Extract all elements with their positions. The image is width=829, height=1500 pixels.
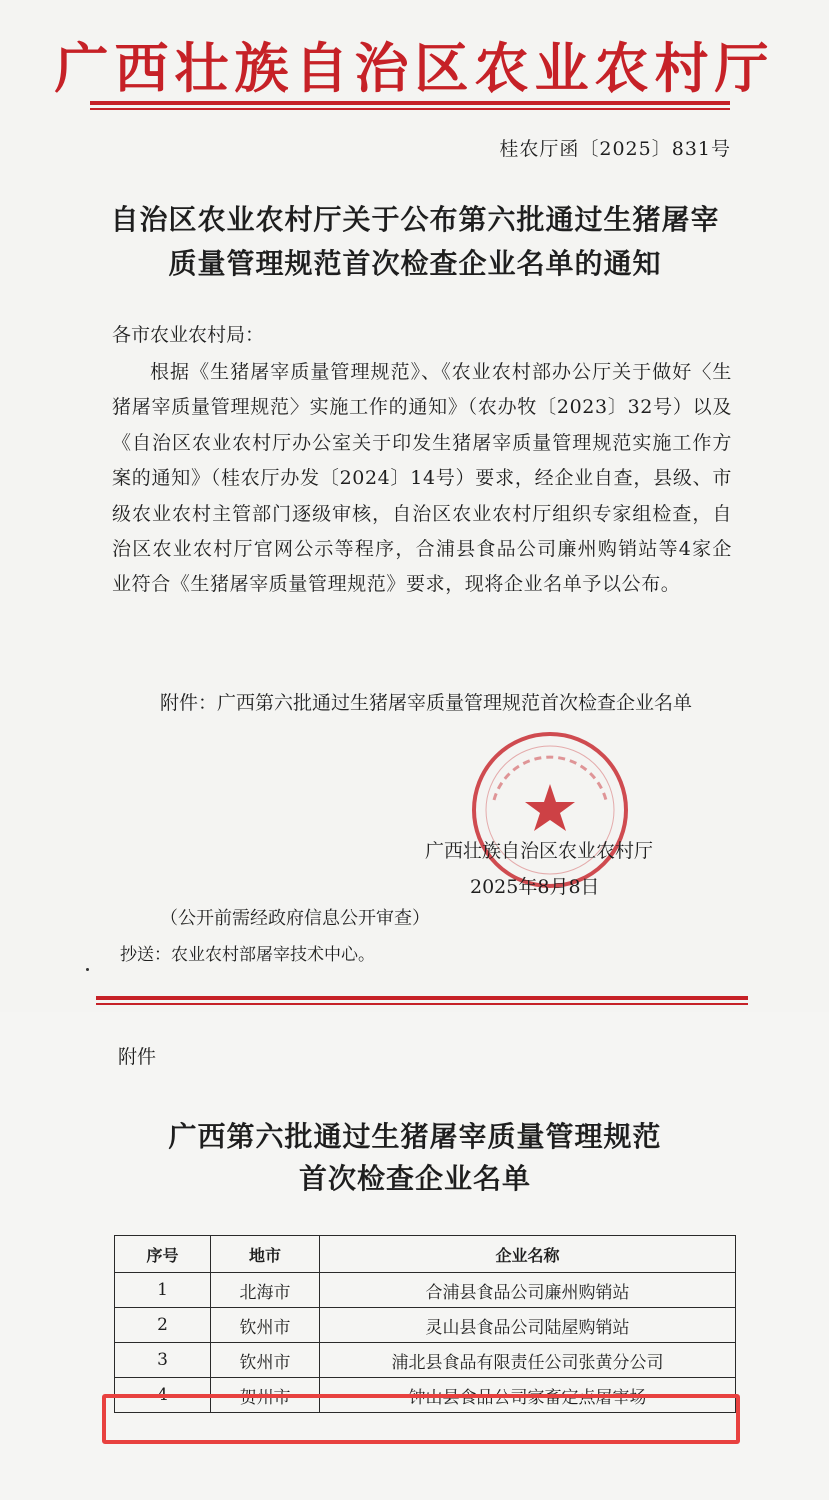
attachment-reference (160, 685, 740, 721)
issue-date: 2025年8月8日 (470, 876, 600, 898)
list-title-line-1: 广西第六批通过生猪屠宰质量管理规范 (168, 1120, 662, 1153)
table-row (115, 1273, 736, 1308)
document-title-line-2: 质量管理规范首次检查企业名单的通知 (168, 247, 662, 280)
document-title (60, 198, 770, 286)
document-number: 桂农厅函〔2025〕831号 (499, 138, 731, 160)
salutation: 各市农业农村局： (112, 324, 265, 346)
disclosure-note: （公开前需经政府信息公开审查） (160, 908, 430, 929)
header-serial: 序号 (115, 1236, 211, 1273)
body-paragraph: 根据《生猪屠宰质量管理规范》、《农业农村部办公厅关于做好〈生猪屠宰质量管理规范〉实施工作的通知》（农办牧〔2023〕32号）以及《自治区农业农村厅办公室关于印发生猪屠宰质量管理规范实施工作方案的通知》（桂农厅办发〔2024〕14号）要求，经企业自查，县级、市级农业农村主管部门逐级审核，自治区农业农村厅组织专家组检查，自治区农业农村厅官网公示等程序，合浦县食品公司廉州购销站等4家企业符合《生猪屠宰质量管理规范》要求，现将企业名单予以公布。 (112, 361, 732, 596)
footer-rule-thin (96, 1003, 748, 1005)
cell-city: 钦州市 (211, 1343, 320, 1378)
cell-serial: 1 (115, 1273, 211, 1308)
cc-line: 抄送：农业农村部屠宰技术中心。 (120, 945, 375, 965)
scan-speck (86, 968, 89, 971)
official-seal-icon (470, 730, 630, 890)
cell-company: 灵山县食品公司陆屋购销站 (320, 1308, 736, 1343)
table-row (115, 1308, 736, 1343)
cell-company: 浦北县食品有限责任公司张黄分公司 (320, 1343, 736, 1378)
header-city: 地市 (211, 1236, 320, 1273)
letterhead-rule-thin (90, 108, 730, 110)
cell-city: 贺州市 (211, 1378, 320, 1413)
letterhead-rule-thick (90, 101, 730, 105)
highlight-box (102, 1394, 740, 1444)
footer-rule-thick (96, 996, 748, 1000)
cell-serial: 2 (115, 1308, 211, 1343)
company-table (114, 1235, 736, 1413)
letterhead-org-name: 广西壮族自治区农业农村厅 (54, 36, 775, 100)
header-company: 企业名称 (320, 1236, 736, 1273)
list-title (60, 1116, 770, 1200)
document-title-line-1: 自治区农业农村厅关于公布第六批通过生猪屠宰 (110, 203, 720, 236)
cell-serial: 3 (115, 1343, 211, 1378)
cell-company: 钟山县食品公司家畜定点屠宰场 (320, 1378, 736, 1413)
attachment-page-header: 附件 (118, 1046, 157, 1068)
attachment-label: 附件： (160, 692, 218, 714)
table-row (115, 1343, 736, 1378)
cell-serial: 4 (115, 1378, 211, 1413)
table-header-row (115, 1236, 736, 1273)
attachment-name: 广西第六批通过生猪屠宰质量管理规范首次检查企业名单 (217, 692, 693, 714)
cell-city: 北海市 (211, 1273, 320, 1308)
list-title-line-2: 首次检查企业名单 (298, 1162, 531, 1195)
cell-company: 合浦县食品公司廉州购销站 (320, 1273, 736, 1308)
issuer-name: 广西壮族自治区农业农村厅 (425, 840, 654, 862)
cell-city: 钦州市 (211, 1308, 320, 1343)
